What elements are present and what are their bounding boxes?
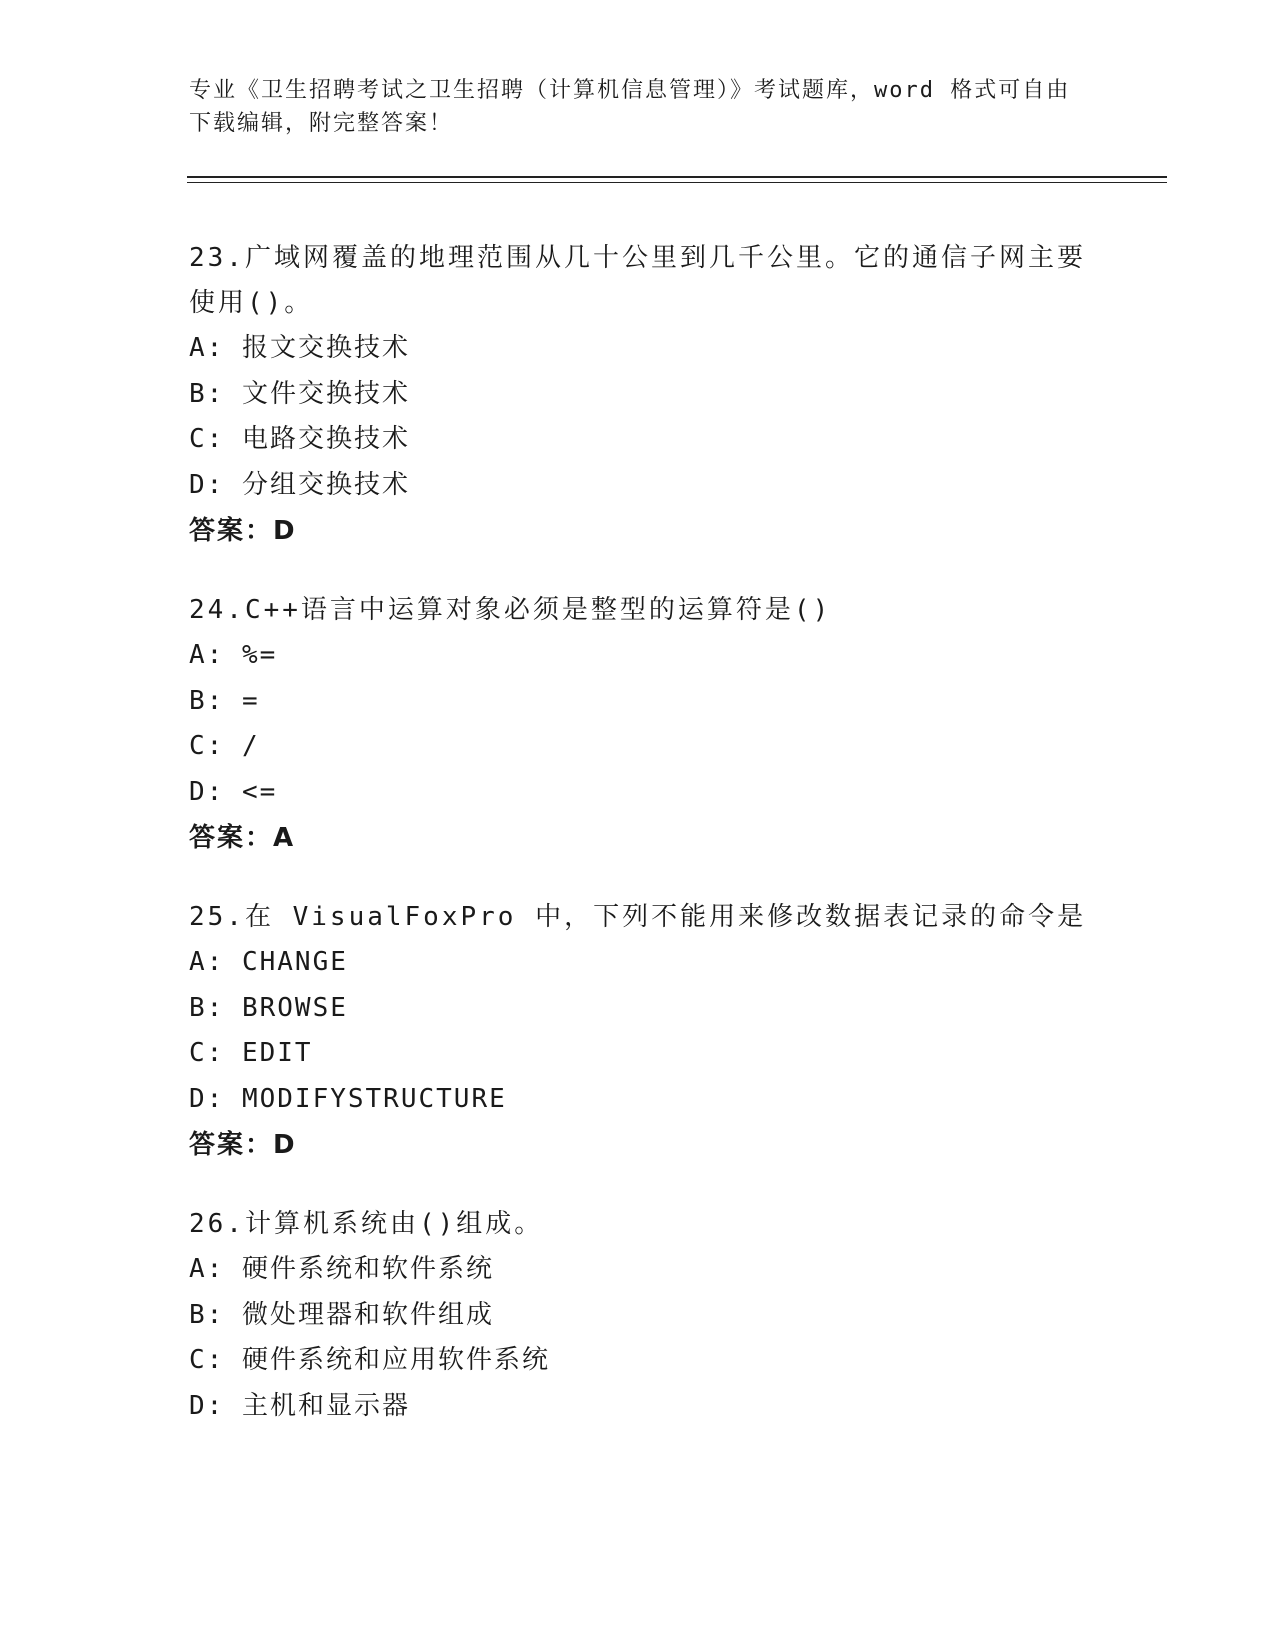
option-d: D: 分组交换技术	[189, 469, 410, 500]
option-d: D: MODIFYSTRUCTURE	[189, 1083, 507, 1114]
option-a: A: %=	[189, 640, 278, 670]
answer-line: 答案：D	[189, 516, 297, 546]
question-text: 23.广域网覆盖的地理范围从几十公里到几千公里。它的通信子网主要使用()。	[189, 243, 1086, 318]
question-26	[189, 1202, 1089, 1429]
option-d: D: 主机和显示器	[189, 1390, 410, 1421]
document-header: 专业《卫生招聘考试之卫生招聘（计算机信息管理）》考试题库，word 格式可自由下载编辑，附完整答案！	[189, 78, 1071, 136]
question-text: 25.在 VisualFoxPro 中，下列不能用来修改数据表记录的命令是	[189, 902, 1087, 932]
option-c: C: EDIT	[189, 1038, 313, 1068]
question-text: 26.计算机系统由()组成。	[189, 1209, 544, 1239]
option-c: C: 电路交换技术	[189, 424, 410, 454]
question-text: 24.C++语言中运算对象必须是整型的运算符是()	[189, 595, 832, 625]
option-a: A: 硬件系统和软件系统	[189, 1254, 494, 1284]
option-c: C: 硬件系统和应用软件系统	[189, 1345, 550, 1375]
option-b: B: 文件交换技术	[189, 378, 410, 409]
question-23	[189, 236, 1089, 554]
option-d: D: <=	[189, 776, 278, 807]
option-b: B: 微处理器和软件组成	[189, 1299, 494, 1330]
option-b: B: =	[189, 685, 260, 716]
answer-line: 答案：D	[189, 1130, 297, 1160]
question-25	[189, 895, 1089, 1168]
option-b: B: BROWSE	[189, 992, 348, 1023]
header-divider-thick	[187, 176, 1167, 178]
header-divider-thin	[187, 182, 1167, 183]
option-a: A: 报文交换技术	[189, 333, 410, 363]
option-c: C: /	[189, 731, 260, 761]
answer-line: 答案：A	[189, 823, 296, 853]
question-list	[189, 236, 1089, 1463]
option-a: A: CHANGE	[189, 947, 348, 977]
question-24	[189, 588, 1089, 861]
